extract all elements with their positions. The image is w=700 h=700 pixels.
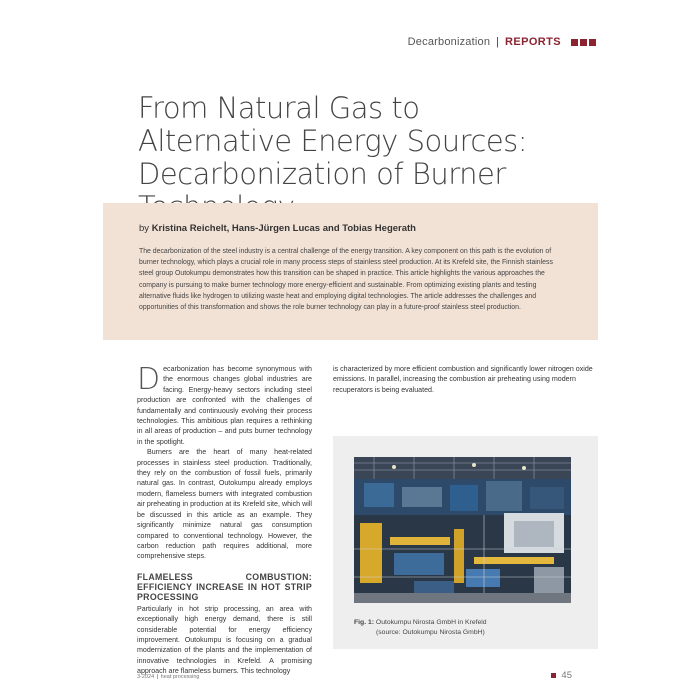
footer-publication: heat processing: [160, 674, 200, 680]
paragraph-2: Burners are the heart of many heat-related processes in stainless steel production. Traditionally, they rely on the combustion of fossil fuels, primarily natural gas. In contrast, Outokumpu already employs modern, flameless burners with integrated combustion air preheating in production at its Krefeld site, which will be discussed in this article as an example. They significantly minimize natural gas consumption compared to conventional technology. However, the carbon reduction path requires additional, more comprehensive steps.: [137, 448, 312, 561]
article-title: From Natural Gas to Alternative Energy Sources: Decarbonization of Burner: [138, 91, 528, 191]
abstract-text: The decarbonization of the steel industry is a central challenge of the energy transition. A key component on this path is the evolution of burner technology, which plays a crucial role in many process steps of stainless steel production. At its Krefeld site, the Finnish stainless steel group Outokumpu demonstrates how this transition can be shaped in practice. This article highlights the various approaches the company is pursuing to make burner technology more energy-efficient and sustainable. From optimizing existing plants and testing alternative fluids like hydrogen to utilizing waste heat and employing digital technologies. The article addresses the challenges and opportunities of this transformation and shows the role burner technology can play in a future-proof stainless steel production.: [139, 248, 553, 312]
header-separator: |: [496, 36, 500, 48]
figure-box: [333, 436, 598, 649]
footer-issue: [137, 674, 199, 680]
figure-label: Fig. 1:: [354, 619, 375, 626]
figure-caption: [354, 618, 584, 637]
header-squares-icon: [571, 39, 598, 46]
footer-separator: |: [156, 674, 159, 680]
factory-photo: [354, 457, 571, 603]
byline: [139, 223, 562, 234]
byline-authors: Kristina Reichelt, Hans-Jürgen Lucas and Tobias Hegerath: [151, 223, 416, 234]
body-column-1: [137, 364, 312, 677]
header-label: REPORTS: [505, 36, 561, 48]
body-column-2: [333, 364, 596, 395]
byline-by: by: [139, 223, 150, 234]
paragraph-3: Particularly in hot strip processing, an area with exceptionally high energy demand, there is still considerable potential for energy efficiency improvement. Outokumpu is focusing on a gradual modernization of the plants and the implementation of innovative technologies in Krefeld. A promising approach are flameless burners. This technology: [137, 604, 312, 676]
figure-caption-text: Outokumpu Nirosta GmbH in Krefeld: [375, 619, 487, 626]
drop-cap: D: [137, 362, 161, 397]
figure-source: (source: Outokumpu Nirosta GmbH): [376, 628, 485, 636]
footer-page: [551, 670, 572, 681]
page-square-icon: [551, 673, 556, 678]
page-number: 45: [561, 670, 572, 681]
header-section: Decarbonization: [407, 36, 491, 48]
footer-issue-number: 3-2024: [137, 674, 155, 680]
section-subhead: FLAMELESS COMBUSTION: EFFICIENCY INCREASE IN HOT STRIP PROCESSING: [137, 571, 312, 602]
factory-photo-image: [354, 457, 571, 603]
abstract-box: [103, 203, 598, 340]
running-header: [408, 36, 598, 48]
paragraph-1: ecarbonization has become synonymous with the enormous changes global industries are facing. Energy-heavy sectors including steel production are confronted with the challenges of fundamentally and continuously evolving their process technologies. This ambitious plan requires a rethinking in all areas of production – and puts burner technology in the spotlight.: [137, 365, 312, 446]
paragraph-4: is characterized by more efficient combustion and significantly lower nitrogen oxide emissions. In parallel, increasing the combustion air preheating using modern recuperators is being evaluated.: [333, 365, 593, 394]
